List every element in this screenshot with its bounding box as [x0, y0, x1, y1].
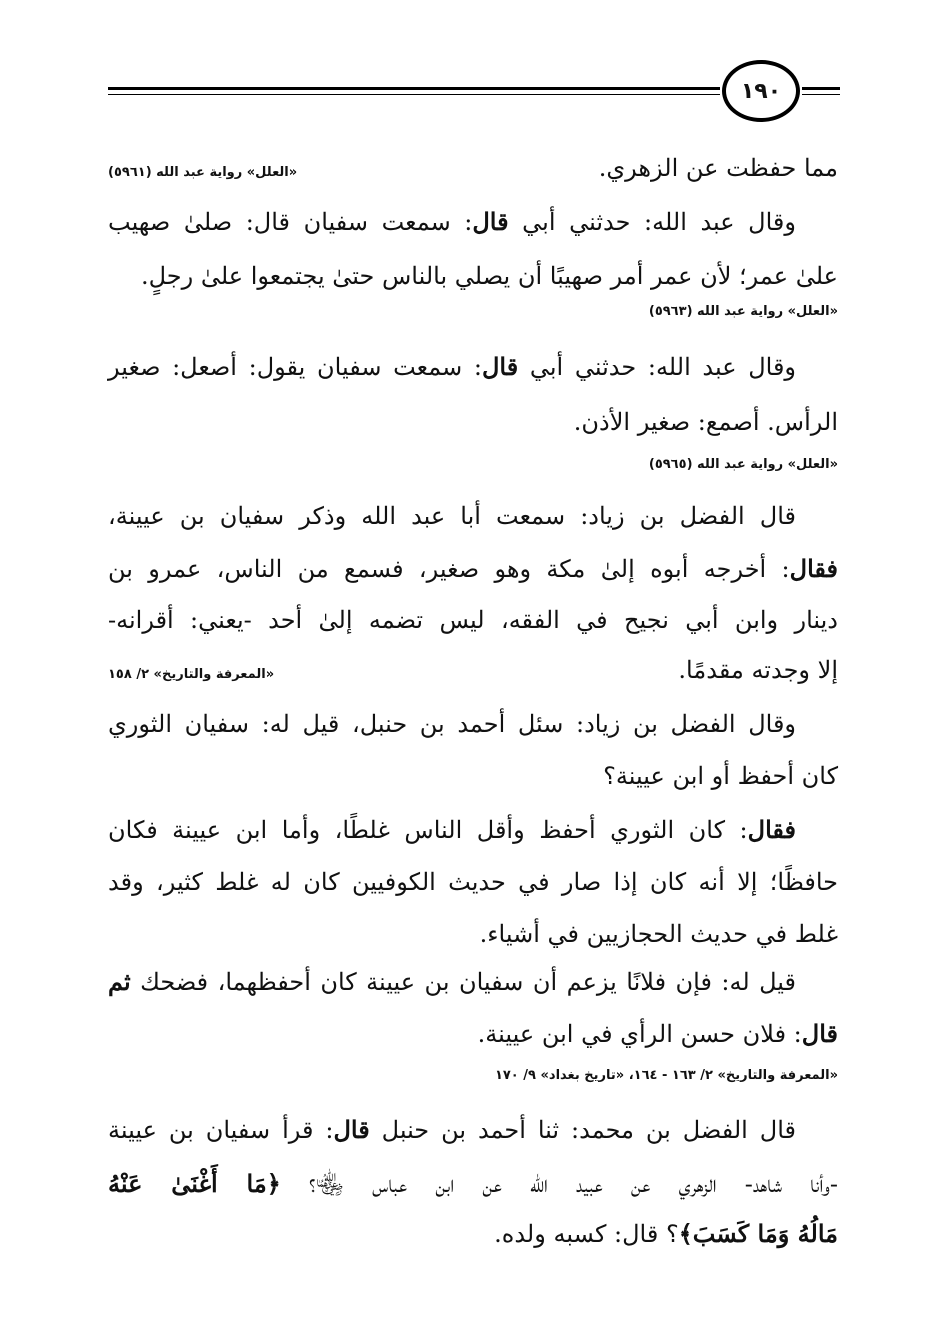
- text-line: قال الفضل بن محمد: ثنا أحمد بن حنبل قال: قرأ سفيان بن عيينة: [108, 1115, 796, 1144]
- text-line: فقال: أخرجه أبوه إلىٰ مكة وهو صغير، فسمع من الناس، عمرو بن: [108, 554, 838, 583]
- text-line: علىٰ عمر؛ لأن عمر أمر صهيبًا أن يصلي بالناس حتىٰ يجتمعوا علىٰ رجلٍ.: [140, 262, 838, 290]
- text-line: الرأس. أصمع: صغير الأذن.: [573, 408, 838, 436]
- text-line: قيل له: فإن فلانًا يزعم أن سفيان بن عيينة كان أحفظهما، فضحك ثم: [108, 967, 796, 996]
- source-citation: «المعرفة والتاريخ» ٢/ ١٦٣ - ١٦٤، «تاريخ بغداد» ٩/ ١٧٠: [494, 1068, 838, 1083]
- header-rule-right: [802, 87, 840, 90]
- text-line: قال الفضل بن زياد: سمعت أبا عبد الله وذكر سفيان بن عيينة،: [108, 502, 796, 530]
- header-rule-right-thin: [802, 94, 840, 95]
- text-line: غلط في حديث الحجازيين في أشياء.: [479, 920, 838, 948]
- text-line: وقال عبد الله: حدثني أبي قال: سمعت سفيان قال: صلىٰ صهيب: [108, 207, 796, 236]
- header-rule: [108, 87, 720, 90]
- source-citation: «العلل» رواية عبد الله (٥٩٦١): [108, 165, 298, 180]
- text-line: إلا وجدته مقدمًا. «المعرفة والتاريخ» ٢/ ١٥٨: [108, 650, 838, 695]
- text-line: فقال: كان الثوري أحفظ وأقل الناس غلطًا، وأما ابن عيينة فكان: [108, 815, 796, 844]
- text-line: مما حفظت عن الزهري. «العلل» رواية عبد الله (٥٩٦١): [108, 148, 838, 193]
- text-line: وقال الفضل بن زياد: سئل أحمد بن حنبل، قيل له: سفيان الثوري: [108, 710, 797, 738]
- text-line: قال: فلان حسن الرأي في ابن عيينة.: [477, 1019, 838, 1048]
- text-line: مَالُهُ وَمَا كَسَبَ﴾؟ قال: كسبه ولده.: [494, 1219, 838, 1248]
- text-line: -وأنا شاهد- الزهري عن عبيد الله عن ابن عباس ﵄؟ ﴿مَا أَغْنَىٰ عَنْهُ: [108, 1169, 838, 1198]
- text-line: دينار وابن أبي نجيح في الفقه، ليس تضمه إلىٰ أحد -يعني: أقرانه-: [108, 606, 838, 634]
- header-rule-thin: [108, 94, 720, 95]
- source-citation: «العلل» رواية عبد الله (٥٩٦٣): [648, 304, 838, 319]
- source-citation: «المعرفة والتاريخ» ٢/ ١٥٨: [108, 667, 275, 682]
- quran-verse: ﴿مَا أَغْنَىٰ عَنْهُ: [108, 1169, 281, 1198]
- text-line: كان أحفظ أو ابن عيينة؟: [603, 762, 838, 790]
- page-number: ١٩٠: [722, 60, 800, 122]
- source-citation: «العلل» رواية عبد الله (٥٩٦٥): [648, 457, 838, 472]
- quran-verse: مَالُهُ وَمَا كَسَبَ﴾: [678, 1219, 838, 1248]
- text-line: وقال عبد الله: حدثني أبي قال: سمعت سفيان يقول: أصعل: صغير: [108, 352, 797, 381]
- text-line: حافظًا؛ إلا أنه كان إذا صار في حديث الكوفيين كان له غلط كثير، وقد: [108, 868, 838, 896]
